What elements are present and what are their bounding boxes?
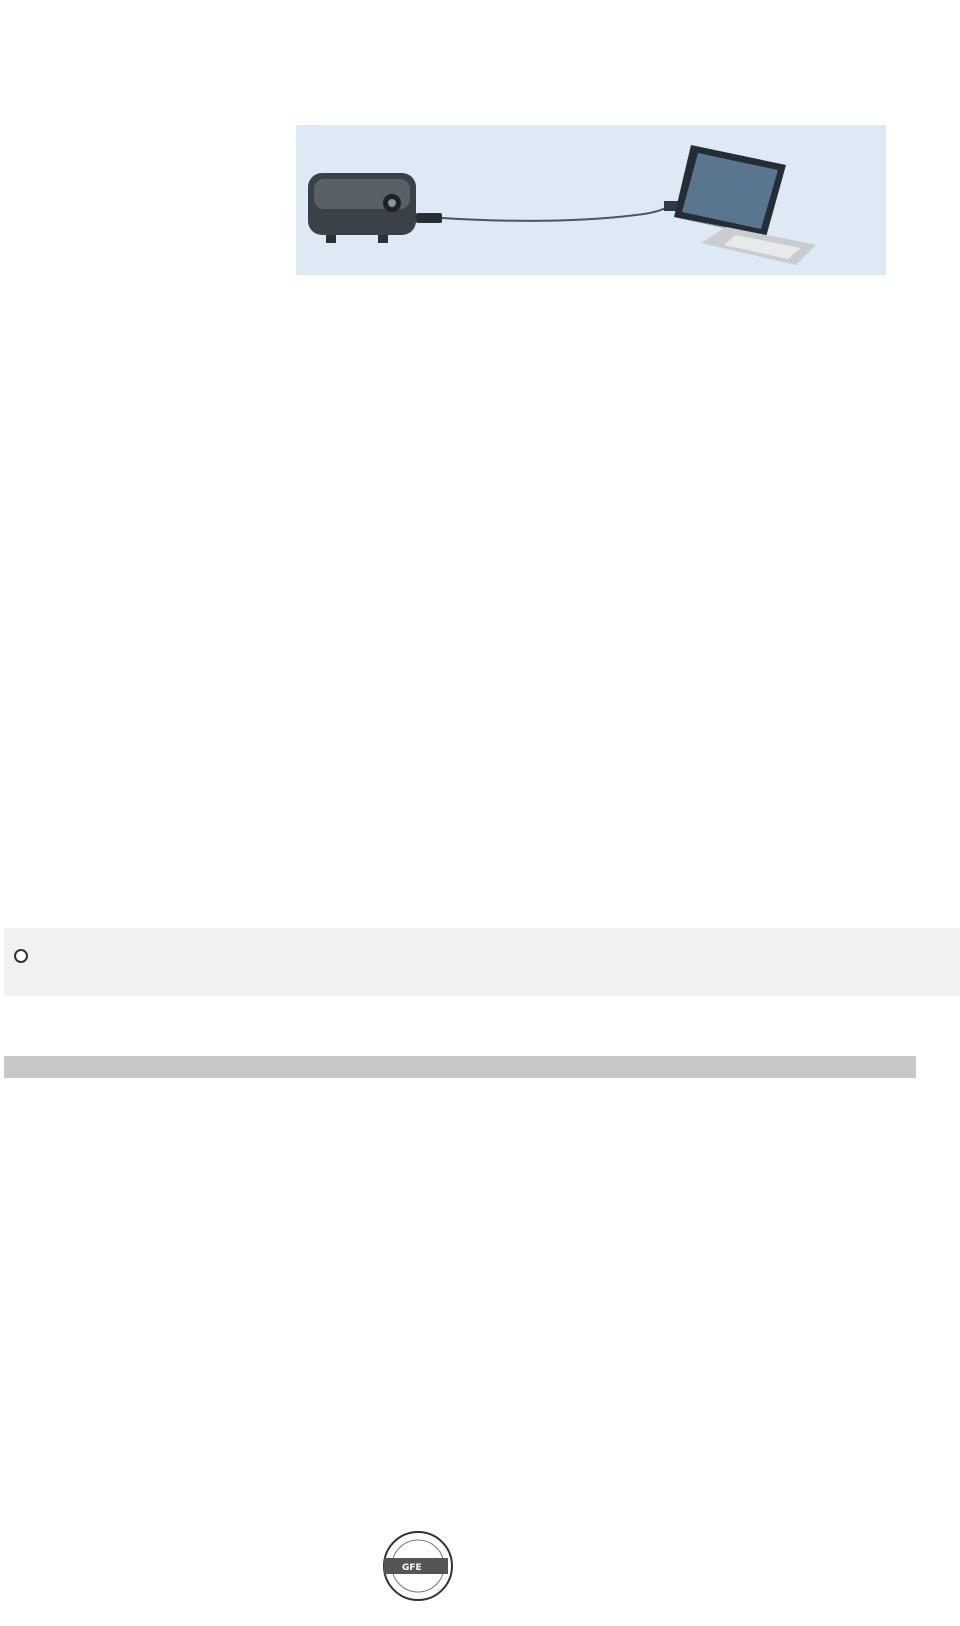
logo-mark-icon xyxy=(380,1528,548,1604)
logo-mark-text: GFE xyxy=(402,1563,422,1573)
status-table xyxy=(0,422,960,752)
blink-sequence-diagram xyxy=(4,928,960,996)
company-logo xyxy=(380,1528,548,1604)
error-table-body xyxy=(0,1078,960,1468)
device-adapter-pc-illustration xyxy=(296,125,886,275)
diagnostics-photo xyxy=(296,125,886,275)
error-table-header xyxy=(4,1056,916,1078)
blink-sequence-svg xyxy=(4,928,960,996)
